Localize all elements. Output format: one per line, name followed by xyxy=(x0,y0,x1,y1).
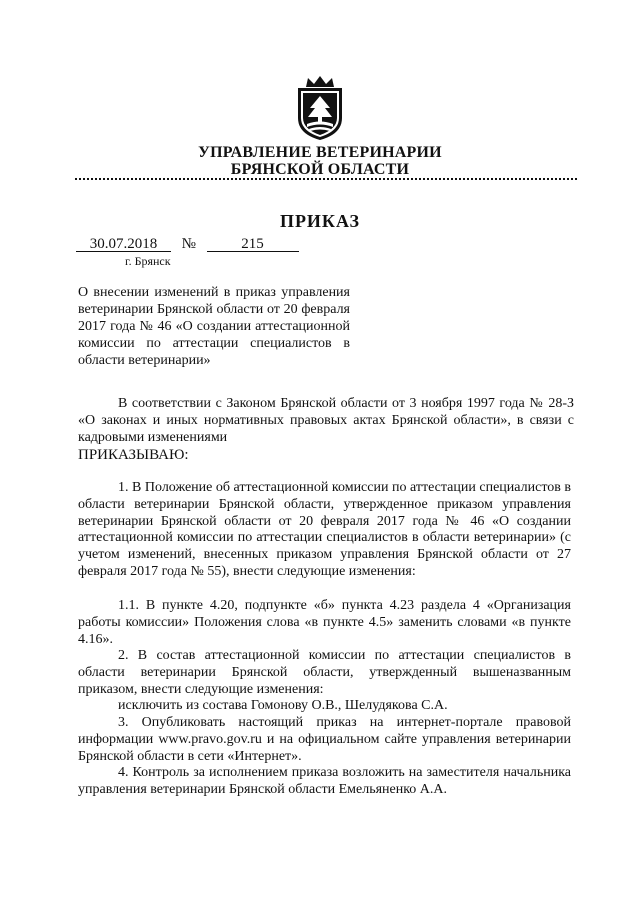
document-date: 30.07.2018 xyxy=(76,237,171,252)
order-item-4: 4. Контроль за исполнением приказа возложить на заместителя начальника управления ветеринарии Брянской области Емельяненко А.А. xyxy=(78,765,571,797)
order-item-2: 2. В состав аттестационной комиссии по аттестации специалистов в области ветеринарии Брянской области, утвержденный вышеназванным приказом, внести следующие изменения: xyxy=(78,648,571,697)
preamble-paragraph: В соответствии с Законом Брянской области от 3 ноября 1997 года № 28-З «О законах и иных нормативных правовых актах Брянской области», в связи с кадровыми изменениями xyxy=(78,396,574,445)
document-subject: О внесении изменений в приказ управления ветеринарии Брянской области от 20 февраля 2017 года № 46 «О создании аттестационной комиссии по аттестации специалистов в области ветеринарии» xyxy=(78,285,350,368)
number-sign: № xyxy=(181,236,196,252)
order-item-2-detail: исключить из состава Гомонову О.В., Шелудякова С.А. xyxy=(118,698,448,713)
order-item-3: 3. Опубликовать настоящий приказ на интернет-портале правовой информации www.pravo.gov.ru и на официальном сайте управления ветеринарии Брянской области в сети «Интернет». xyxy=(78,715,571,764)
date-number-line xyxy=(76,236,299,253)
order-item-1-1: 1.1. В пункте 4.20, подпункте «б» пункта 4.23 раздела 4 «Организация работы комиссии» Положения слова «в пункте 4.5» заменить словами «в пункте 4.16». xyxy=(78,598,571,647)
organization-name-line1: УПРАВЛЕНИЕ ВЕТЕРИНАРИИ xyxy=(198,144,442,161)
organization-name-line2: БРЯНСКОЙ ОБЛАСТИ xyxy=(230,161,410,178)
document-number: 215 xyxy=(207,237,299,252)
coat-of-arms-emblem xyxy=(294,74,346,142)
dotted-separator xyxy=(75,178,577,180)
document-city: г. Брянск xyxy=(125,254,171,268)
order-keyword: ПРИКАЗЫВАЮ: xyxy=(78,447,189,463)
document-title: ПРИКАЗ xyxy=(279,211,361,231)
order-item-1: 1. В Положение об аттестационной комиссии по аттестации специалистов в области ветеринарии Брянской области, утвержденное приказом управления ветеринарии Брянской области от 20 февраля 2017 года № 46 «О создании аттестационной комиссии по аттестации специалистов в области ветеринарии» (с учетом изменений, внесенных приказом управления Брянской области от 27 февраля 2017 года № 55), внести следующие изменения: xyxy=(78,480,571,579)
